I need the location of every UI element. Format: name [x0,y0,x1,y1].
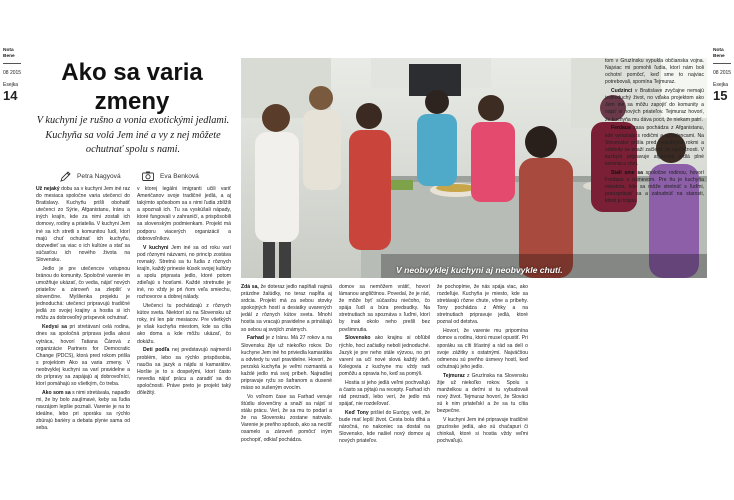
divider [713,63,731,64]
issue-date: 08 2015 [3,70,22,76]
paragraph [605,88,704,123]
paragraph-text: V kuchyni Jem iné pripravuje tradičné gruzínske jedlá, ako sú chačapuri či chinkali, ktoré si hostia vždy veľmi pochvaľujú. [437,417,528,445]
photo-caption: V neobvyklej kuchyni aj neobvykle chutí. [396,265,563,275]
paragraph-text: pri stretávaní celá rodina, dnes sa spoločná príprava jedla akosi vytráca, hovorí Tatiana Čárová z organizácie Partners for Democratic Change (PDCS), ktorá pred rokom prišla s projektom Ako sa varia zmeny. V neobvyklej kuchyni sa varí pravidelne a do prípravy sa zapájajú aj dobrovoľníci, ktorí pomáhajú so všetkým, čo treba. [36,324,130,388]
paragraph-text: Utečenci tu pochádzajú z rôznych kútov sveta. Niektorí sú na Slovensku už roky, iní len pár mesiacov. Pre všetkých je však kuchyňa miestom, kde sa cítia ako doma a kde môžu ukázať, čo dokážu. [137,303,231,345]
paragraph-text: z Gruzínska na Slovensku žije už niekoľko rokov. Spolu s manželkou a deťmi si tu vybudovali nový život. Tejmuraz hovorí, že Slováci sú k nim priateľskí a že sa tu cítia bezpečne. [437,372,528,415]
left-page-margin [3,0,23,103]
paragraph-text: zasa pochádza z Afganistanu, kde vyrastala s rodičmi a súrodencami. Na Slovensko prišla pred niekoľkými rokmi a odvtedy sa snaží začleniť do spoločnosti. V kuchyni pripravuje afganské jedlá plné korenia a vôní. [605,125,704,167]
author-name: Petra Nagyová [77,172,121,180]
paragraph [437,373,528,416]
paragraph [339,380,430,408]
paragraph-text: prišiel do Európy, veril, že bude mať lepší život. Cesta bola dlhá a náročná, no nakoniec sa dostal na Slovensko, kde našiel nový domov aj nových priateľov. [339,409,430,445]
paragraph [437,328,528,371]
pen-icon [60,171,71,182]
paragraph-text: Jedlo je pre utečencov vstupnou bránou do komunity. Spoločné varenie im umožňuje ukázať, čo vedia, nájsť nových priateľov a zároveň sa zlepšiť v slovenčine. Myšlienka projektu je jednoduchá: utečenci pripravujú tradičné jedlá zo svojej krajiny a hostia si ich môžu za dobrovoľný príspevok ochutnať. [36,265,130,322]
section-name: Esejka [713,82,729,88]
paragraph [36,390,130,433]
paragraph-lead-in: Slovensko [345,335,371,342]
text-column-2 [137,186,231,496]
paragraph [339,284,430,334]
paragraph-lead-in: Kedysi sa [42,324,67,331]
paragraph-lead-in: Keď Tony [345,409,369,416]
paragraph-text: Jem iné sa od roku varí pod rôznymi názvami, no princíp zostáva rovnaký. Stretnú sa tu ľudia z rôznych krajín, každý prinesie kúsok svojej kultúry a spolu pripravia jedlo, ktoré potom zdieľajú s hosťami. Každé stretnutie je iné, no vždy je pri ňom veľa smiechu, rozhovorov a dobrej nálady. [137,244,231,301]
paragraph-text: že doteraz jedlo napĺňali najmä prázdne žalúdky, no teraz napĺňa aj srdcia. Projekt má za sebou stovky spokojných hostí a desiatky uvarených jedál z rôznych kútov sveta. Mnohí hostia sa vracajú pravidelne a prinášajú so sebou aj svojich známych. [241,284,332,333]
paragraph-lead-in: Zdá sa, [241,284,259,290]
paragraph-lead-in: Deti podľa [143,347,170,354]
paragraph [241,394,332,444]
paragraph-lead-in: Ako som sa [42,390,71,397]
paragraph [437,284,528,327]
title-line-1: Ako sa varia [61,59,203,86]
paragraph [36,266,130,323]
paragraph [137,186,231,243]
paragraph-text: Hostia si jeho jedlá veľmi pochvaľujú a často sa pýtajú na recepty. Farhad ich rád prezradí, lebo verí, že jedlo má spájať, nie rozdeľovať. [339,379,430,408]
text-column-6 [605,58,704,496]
paragraph-lead-in: V kuchyni [143,244,169,251]
paragraph [36,324,130,388]
text-column-3 [241,284,332,496]
paragraph [339,410,430,445]
paragraph-text: nej predstavujú najmenší problém, lebo sa rýchlo prispôsobia, naučia sa jazyk a nájdu si kamarátov. Horšie je to s dospelými, ktorí často nevedia nájsť prácu a zaradiť sa do spoločnosti. Práve preto je projekt taký dôležitý. [137,347,231,397]
photographer-name: Eva Benková [160,172,199,180]
issue-date: 08 2015 [713,70,732,76]
section-name: Esejka [3,82,19,88]
page-number: 15 [713,88,728,103]
paragraph-lead-in: Stali sme sa [611,169,643,176]
paragraph [137,303,231,346]
paragraph-text: v Bratislave zvyčajne nemajú jednoduchý život, no vďaka projektom ako Jem iné sa môžu zapojiť do komunity a nájsť si nových priateľov. Tejmuraz hovorí, že kuchyňa mu dáva pocit, že niekam patrí. [605,88,704,123]
paragraph-text: tom v Gruzínsku vypukla občianska vojna. Najviac mi pomohli ľudia, ktorí nám boli ochotní pomôcť, keď sme to najviac potrebovali, spomína Tejmuraz. [605,58,704,86]
title-line-2: zmeny [94,88,170,115]
paragraph-text: Vo voľnom čase sa Farhad venuje štúdiu slovenčiny a snaží sa nájsť si stálu prácu. Verí, že sa mu to podarí a že na Slovensku zostane natrvalo. Varenie je preňho spôsob, ako sa necítiť osamelo a zároveň pomôcť iným pochopiť, odkiaľ pochádza. [241,394,332,443]
paragraph-lead-in: Už nejaký [36,186,60,192]
text-column-1 [36,186,130,496]
paragraph-lead-in: Ferdaus [611,125,631,132]
paragraph [241,284,332,334]
page-number: 14 [3,88,18,103]
author-credit [60,170,121,182]
paragraph [605,125,704,168]
paragraph [36,186,130,264]
magazine-name: Nota Bene [3,48,15,59]
right-page-margin [713,0,733,103]
text-column-5 [437,284,528,496]
paragraph-text: je z Iránu. Má 27 rokov a na Slovensku žije už niekoľko rokov. Do kuchyne Jem iné ho priviedla kamarátka a odvtedy tu varí pravidelne. Hovorí, že perzská kuchyňa je veľmi rozmanitá a každé jedlo má svoj príbeh. Najradšej pripravuje ryžu so šafranom a dusené mäso so sušeným ovocím. [241,335,332,392]
paragraph [437,417,528,445]
photographer-credit [142,170,199,182]
paragraph [339,335,430,378]
paragraph [605,58,704,86]
camera-icon [142,171,154,181]
paragraph-lead-in: Cudzinci [611,88,633,95]
paragraph-text: spoločne rodinou, hovorí Ferdaus s úsmevom. Pre ňu je kuchyňa miestom, kde sa môže stretnúť s ľuďmi, porozprávať sa a zabudnúť na starosti, ktoré ju trápia. [605,169,704,205]
paragraph-lead-in: Farhad [247,335,264,342]
paragraph-text: Hovorí, že varenie mu pripomína domov a rodinu, ktorú musel opustiť. Pri sporáku sa cíti šťastný a rád sa delí o svoje zážitky s ostatnými. Najväčšou odmenou sú preňho úsmevy hostí, keď ochutnajú jeho jedlo. [437,328,528,370]
paragraph-text: ako krajinu si obľúbil rýchlo, hoci začiatky neboli jednoduché. Jazyk je pre neho stále výzvou, no pri varení sa učí nové slová každý deň. Kolegovia z kuchyne mu vždy radi pomôžu a opravia ho, keď sa pomýli. [339,335,430,377]
paragraph [137,245,231,302]
paragraph-text: s nimi stretávala, napadlo mi, že by bolo zaujímavé, keby sa ľudia navzájom lepšie poznali. Varenie je na to ideálne, lebo pri sporáku sa rýchlo zbúrajú bariéry a debata plynie sama od seba. [36,390,130,432]
paragraph-text: v ktorej legálni imigranti učili variť Američanov svoje tradičné jedlá, a aj takýmto spôsobom sa s nimi ľudia zblížili a spoznali ich. Tu sa vyskúšali nápady, ktoré fungovali v zahraničí, a prispôsobili sa slovenským podmienkam. Projekt má podporu viacerých organizácií a dobrovoľníkov. [137,186,231,242]
text-column-4 [339,284,430,496]
paragraph [241,335,332,392]
paragraph-lead-in: Tejmuraz [443,372,465,379]
paragraph-text: že pochopíme, že nás spája viac, ako rozdeľuje. Kuchyňa je miesto, kde sa stretávajú rôzne chute, vône a príbehy. Tony pochádza z Afriky a na stretnutiach pripravuje jedlá, ktoré poznal od detstva. [437,284,528,326]
magazine-name: Nota Bene [713,48,725,59]
article-title [34,58,230,116]
divider [3,63,21,64]
paragraph-text: dobu sa v kuchyni Jem iné raz do mesiaca spoločne varia utečenci do Bratislavy. Kuchyňu prišli obohatiť utečenci zo Sýrie, Afganistanu, Iránu a iných krajín, kde za nimi zostali ich domovy, rodiny a priatelia. V kuchyni Jem iné sa ich stretli s komunitou ľudí, ktorí majú chuť ochutnať ich kuchyňu, dozvedieť sa viac o ich kultúre a stať sa súčasťou ich nového života na Slovensku. [36,186,130,263]
paragraph [605,170,704,205]
paragraph-text: domov sa nemôžem vrátiť, hovorí lámanou angličtinou. Povedal, že je rád, že môže byť súčasťou niečoho, čo spája ľudí a búra predsudky. Na stretnutiach sa spoznáva s ľuďmi, ktorí by inak okolo neho prešli bez povšimnutia. [339,284,430,333]
paragraph [137,347,231,397]
article-lead: V kuchyni je rušno a vonia exotickými jedlami. Kuchyňa sa volá Jem iné a vy z nej môžete ochutnať spolu s nami. [36,115,230,156]
